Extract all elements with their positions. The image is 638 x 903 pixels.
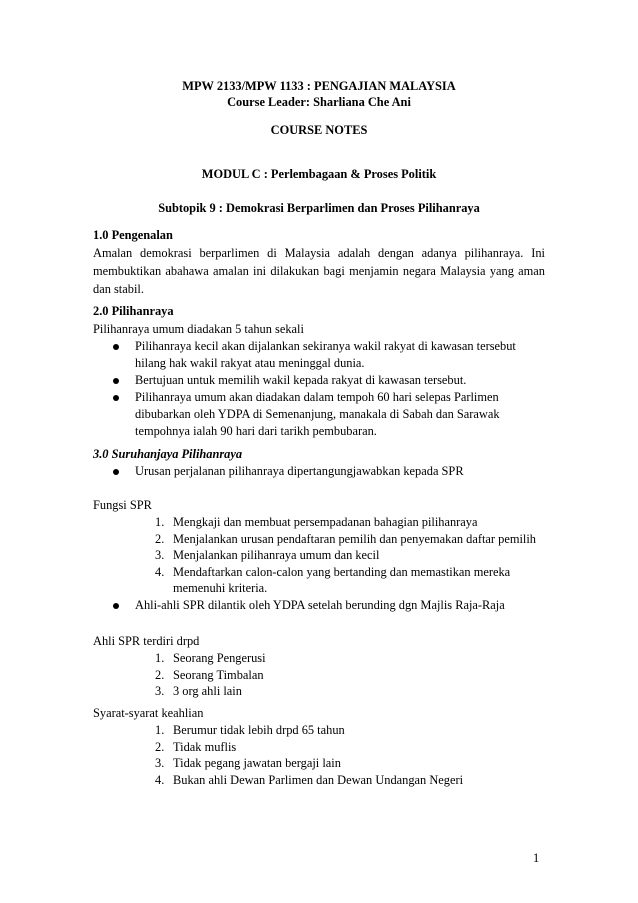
section-heading: 1.0 Pengenalan: [93, 228, 173, 242]
bullet-icon: [113, 603, 119, 609]
section-pengenalan: [93, 226, 545, 298]
notes-title: COURSE NOTES: [270, 123, 368, 137]
list-item: 3. 3 org ahli lain: [155, 684, 242, 698]
bullet-list: [93, 463, 545, 480]
list-item: Pilihanraya kecil akan dijalankan sekiranya wakil rakyat di kawasan tersebut hilang hak wakil rakyat atau meninggal dunia.: [93, 338, 545, 372]
bullet-icon: [113, 344, 119, 350]
modul-title: MODUL C : Perlembagaan & Proses Politik: [201, 167, 437, 181]
section-intro: Pilihanraya umum diadakan 5 tahun sekali: [93, 322, 304, 336]
bullet-list: [93, 338, 545, 440]
section-heading: Syarat-syarat keahlian: [93, 706, 204, 720]
section-body: Amalan demokrasi berparlimen di Malaysia adalah dengan adanya pilihanraya. Ini membuktikan abahawa amalan ini dilakukan bagi menjamin negara Malaysia yang aman dan stabil.: [93, 246, 545, 296]
course-header: [0, 78, 638, 110]
list-item: 1. Berumur tidak lebih drpd 65 tahun: [155, 723, 345, 737]
list-item: 1. Seorang Pengerusi: [155, 651, 266, 665]
course-code: MPW 2133/MPW 1133 : PENGAJIAN MALAYSIA: [182, 79, 456, 93]
section-heading: 2.0 Pilihanraya: [93, 304, 174, 318]
list-item: 2. Menjalankan urusan pendaftaran pemilih dan penyemakan daftar pemilih: [155, 531, 536, 546]
list-item: Pilihanraya umum akan diadakan dalam tempoh 60 hari selepas Parlimen dibubarkan oleh YDPA di Semenanjung, manakala di Sabah dan Sarawak tempohnya ialah 90 hari dari tarikh pembubaran.: [93, 389, 545, 440]
list-item: 4. Bukan ahli Dewan Parlimen dan Dewan Undangan Negeri: [155, 772, 464, 787]
subtopik-title: Subtopik 9 : Demokrasi Berparlimen dan Proses Pilihanraya: [158, 201, 480, 215]
list-item: 4. Mendaftarkan calon-calon yang bertanding dan memastikan mereka memenuhi kriteria.: [155, 564, 511, 595]
bullet-icon: [113, 395, 119, 401]
list-item: Urusan perjalanan pilihanraya dipertangungjawabkan kepada SPR: [93, 463, 545, 480]
section-heading: 3.0 Suruhanjaya Pilihanraya: [93, 447, 243, 461]
section-heading: Fungsi SPR: [93, 498, 152, 512]
page-number: 1: [533, 851, 540, 865]
numbered-list: [93, 722, 545, 788]
list-item: 1. Mengkaji dan membuat persempadanan bahagian pilihanraya: [155, 515, 478, 529]
section-syarat-keahlian: [93, 704, 545, 788]
numbered-list: [93, 650, 545, 700]
list-item: Ahli-ahli SPR dilantik oleh YDPA setelah berunding dgn Majlis Raja-Raja: [93, 597, 545, 614]
list-item: 2. Seorang Timbalan: [155, 667, 264, 682]
list-item: Bertujuan untuk memilih wakil kepada rakyat di kawasan tersebut.: [93, 372, 545, 389]
numbered-list: [93, 514, 545, 597]
section-pilihanraya: [93, 302, 545, 440]
section-suruhanjaya: [93, 445, 545, 480]
list-item: 2. Tidak muflis: [155, 739, 237, 754]
bullet-icon: [113, 469, 119, 475]
list-item: 3. Tidak pegang jawatan bergaji lain: [155, 756, 341, 770]
bullet-list: [93, 597, 545, 614]
section-heading: Ahli SPR terdiri drpd: [93, 634, 200, 648]
section-fungsi-spr: [93, 496, 545, 614]
section-ahli-spr: [93, 632, 545, 700]
course-leader: Course Leader: Sharliana Che Ani: [227, 95, 411, 109]
bullet-icon: [113, 378, 119, 384]
list-item: 3. Menjalankan pilihanraya umum dan kecil: [155, 548, 380, 562]
